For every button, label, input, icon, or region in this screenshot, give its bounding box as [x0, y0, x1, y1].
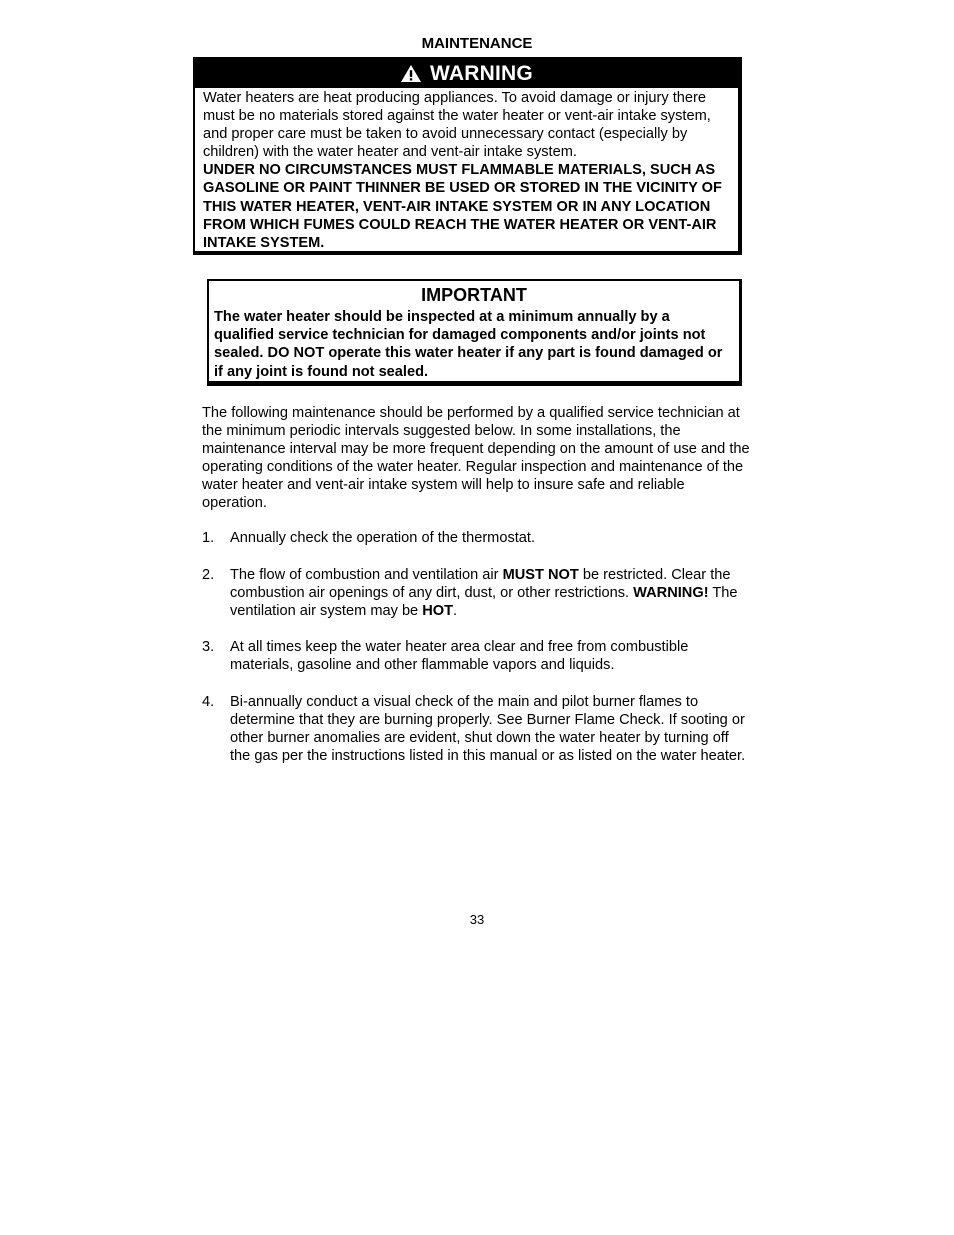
hot-emphasis: HOT [422, 603, 454, 620]
maintenance-steps [202, 529, 750, 765]
list-item [202, 566, 750, 620]
step-number: 3. [202, 639, 215, 656]
warning-box [193, 57, 742, 255]
step-number: 1. [202, 530, 215, 546]
warning-emphasis: WARNING! [633, 585, 709, 602]
important-heading: IMPORTANT [421, 285, 527, 305]
important-box [207, 279, 742, 386]
warning-header [195, 59, 738, 88]
list-item [202, 638, 750, 674]
step-text-part: . [453, 603, 458, 620]
warning-text: Water heaters are heat producing appliances. To avoid damage or injury there must be no materials stored against the water heater or vent-air intake system, and proper care must be taken to avoid unnecessary contact (especially by children) with the water heater and vent-air intake system. [203, 90, 711, 161]
page-number: 33 [469, 912, 485, 927]
warning-heading: WARNING [430, 61, 533, 85]
warning-body [195, 88, 738, 252]
step-text [230, 566, 750, 620]
step-text: Annually check the operation of the thermostat. [230, 530, 536, 546]
list-item [202, 529, 750, 547]
step-text: Bi-annually conduct a visual check of the main and pilot burner flames to determine that they are burning properly. See Burner Flame Check. If sooting or other burner anomalies are evident, shut down the water heater by turning off the gas per the instructions listed in this manual or as listed on the water heater. [230, 693, 746, 764]
intro-paragraph: The following maintenance should be performed by a qualified service technician at the minimum periodic intervals suggested below. In some installations, the maintenance interval may be more frequent depending on the amount of use and the operating conditions of the water heater. Regular inspection and maintenance of the water heater and vent-air intake system will help to insure safe and reliable operation. [202, 405, 750, 512]
step-text-part: be restricted. Clear the combustion air openings of any dirt, dust, or other restrictions. [230, 567, 731, 602]
warning-triangle-icon [400, 64, 422, 83]
step-text-part: The flow of combustion and ventilation air [230, 567, 503, 584]
step-number: 4. [202, 693, 215, 710]
must-not-emphasis: MUST NOT [502, 567, 579, 584]
important-text: The water heater should be inspected at a minimum annually by a qualified service technician for damaged components and/or joints not sealed. DO NOT operate this water heater if any part is found damaged or if any joint is found not sealed. [214, 309, 723, 380]
list-item [202, 693, 750, 765]
page-title: MAINTENANCE [421, 35, 533, 52]
warning-caps-text: UNDER NO CIRCUMSTANCES MUST FLAMMABLE MATERIALS, SUCH AS GASOLINE OR PAINT THINNER BE USED OR STORED IN THE VICINITY OF THIS WATER HEATER, VENT-AIR INTAKE SYSTEM OR IN ANY LOCATION FROM WHICH FUMES COULD REACH THE WATER HEATER OR VENT-AIR INTAKE SYSTEM. [203, 162, 722, 251]
step-number: 2. [202, 567, 215, 584]
step-text: At all times keep the water heater area clear and free from combustible materials, gasoline and other flammable vapors and liquids. [230, 639, 689, 674]
step-text-part: The ventilation air system may be [230, 585, 738, 620]
